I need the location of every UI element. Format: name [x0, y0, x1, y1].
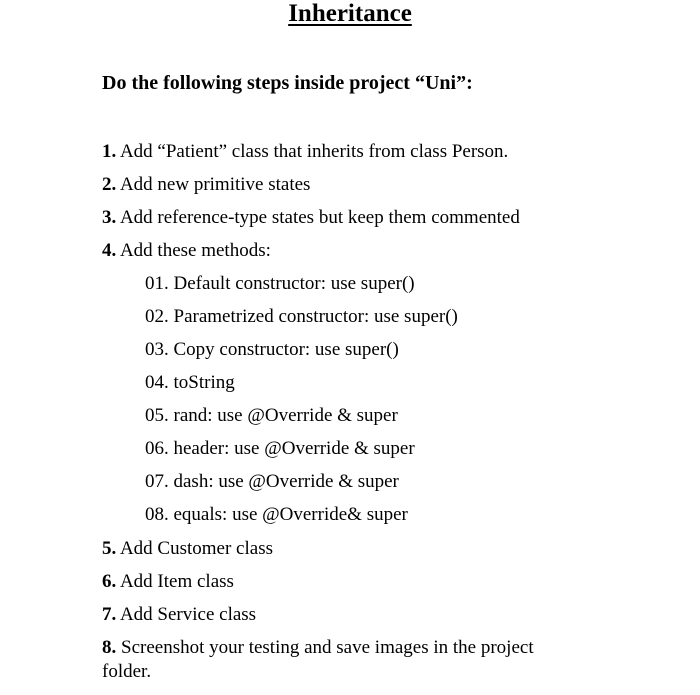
method-number: 03. [145, 339, 169, 360]
step-number: 3. [102, 207, 117, 228]
method-number: 08. [145, 504, 169, 525]
method-text: Default constructor: use super() [173, 273, 415, 294]
method-text: Parametrized constructor: use super() [173, 306, 458, 327]
step-item [102, 603, 256, 627]
step-text: Screenshot your testing and save images in the project folder. [102, 637, 534, 682]
step-text: Add Service class [119, 604, 257, 625]
step-item [102, 239, 271, 263]
step-number: 2. [102, 174, 117, 195]
method-text: rand: use @Override & super [173, 405, 398, 426]
step-number: 7. [102, 604, 117, 625]
step-number: 5. [102, 538, 117, 559]
step-text: Add “Patient” class that inherits from class Person. [119, 141, 509, 162]
method-number: 02. [145, 306, 169, 327]
method-text: header: use @Override & super [173, 438, 415, 459]
method-item [145, 371, 235, 395]
method-number: 07. [145, 471, 169, 492]
step-number: 6. [102, 571, 117, 592]
method-number: 06. [145, 438, 169, 459]
step-number: 1. [102, 141, 117, 162]
method-item [145, 404, 398, 428]
instructions-intro: Do the following steps inside project “Uni”: [102, 72, 473, 94]
method-text: dash: use @Override & super [173, 471, 399, 492]
method-item [145, 338, 399, 362]
method-number: 01. [145, 273, 169, 294]
step-text: Add new primitive states [119, 174, 311, 195]
step-number: 8. [102, 637, 117, 658]
method-item [145, 305, 458, 329]
step-item [102, 173, 310, 197]
step-item [102, 140, 508, 164]
method-text: equals: use @Override& super [173, 504, 408, 525]
method-number: 05. [145, 405, 169, 426]
step-item [102, 570, 234, 594]
page-title: Inheritance [288, 0, 412, 27]
method-text: toString [173, 372, 235, 393]
method-item [145, 503, 408, 527]
step-item [102, 537, 273, 561]
method-number: 04. [145, 372, 169, 393]
step-text: Add reference-type states but keep them commented [119, 207, 520, 228]
step-item [102, 206, 520, 230]
method-item [145, 272, 415, 296]
step-text: Add Customer class [119, 538, 273, 559]
step-number: 4. [102, 240, 117, 261]
method-text: Copy constructor: use super() [173, 339, 399, 360]
step-text: Add these methods: [119, 240, 271, 261]
step-text: Add Item class [119, 571, 234, 592]
step-item [102, 636, 582, 684]
method-item [145, 437, 415, 461]
method-item [145, 470, 399, 494]
